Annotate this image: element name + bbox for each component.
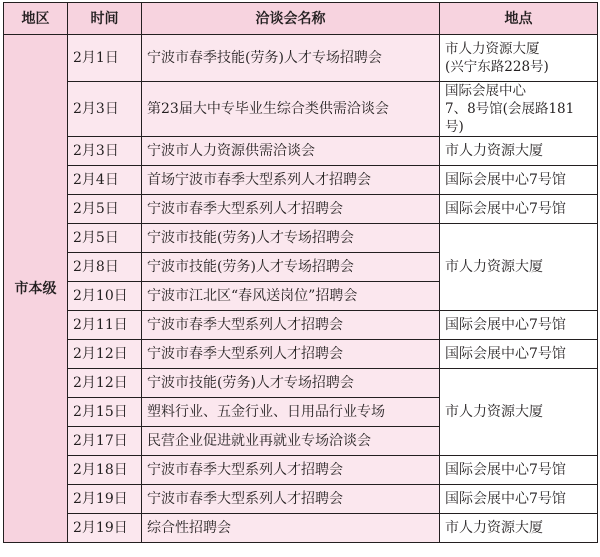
location-cell: 国际会展中心7号馆 [440,195,598,224]
table-row [4,82,598,137]
region-cell: 市本级 [4,35,68,543]
job-fair-schedule-table [3,2,598,543]
table-row [4,137,598,166]
location-cell-merged: 市人力资源大厦 [440,224,598,311]
location-cell [440,35,598,82]
location-cell: 国际会展中心7号馆 [440,340,598,369]
fair-name-cell: 综合性招聘会 [142,514,440,543]
table-row [4,35,598,82]
fair-name-cell: 宁波市江北区“春风送岗位”招聘会 [142,282,440,311]
date-cell: 2月5日 [68,195,142,224]
location-cell: 国际会展中心7号馆 [440,166,598,195]
table-row [4,456,598,485]
location-line: 市人力资源大厦 [445,41,540,57]
date-cell: 2月3日 [68,137,142,166]
date-cell: 2月12日 [68,369,142,398]
table-row [4,514,598,543]
date-cell: 2月15日 [68,398,142,427]
location-cell: 市人力资源大厦 [440,137,598,166]
table-row [4,485,598,514]
date-cell: 2月10日 [68,282,142,311]
fair-name-cell: 宁波市春季技能(劳务)人才专场招聘会 [142,35,440,82]
date-cell: 2月5日 [68,224,142,253]
date-cell: 2月4日 [68,166,142,195]
fair-name-cell: 宁波市技能(劳务)人才专场招聘会 [142,369,440,398]
fair-name-cell: 塑料行业、五金行业、日用品行业专场 [142,398,440,427]
location-cell: 国际会展中心7号馆 [440,311,598,340]
location-cell: 国际会展中心7号馆 [440,485,598,514]
location-line: 国际会展中心 [445,83,526,99]
fair-name-cell: 宁波市人力资源供需洽谈会 [142,137,440,166]
fair-name-cell: 宁波市技能(劳务)人才专场招聘会 [142,224,440,253]
table-row [4,311,598,340]
location-line: 7、8号馆(会展路181号) [445,101,575,135]
date-cell: 2月19日 [68,485,142,514]
location-line: (兴宁东路228号) [445,59,549,75]
fair-name-cell: 宁波市春季大型系列人才招聘会 [142,195,440,224]
date-cell: 2月19日 [68,514,142,543]
fair-name-cell: 首场宁波市春季大型系列人才招聘会 [142,166,440,195]
fair-name-cell: 宁波市春季大型系列人才招聘会 [142,485,440,514]
table-row [4,195,598,224]
location-cell-merged: 市人力资源大厦 [440,369,598,456]
header-time: 时间 [68,3,142,35]
fair-name-cell: 宁波市春季大型系列人才招聘会 [142,340,440,369]
location-cell: 市人力资源大厦 [440,514,598,543]
date-cell: 2月11日 [68,311,142,340]
table-row [4,369,598,398]
fair-name-cell: 民营企业促进就业再就业专场洽谈会 [142,427,440,456]
header-region: 地区 [4,3,68,35]
date-cell: 2月3日 [68,82,142,137]
fair-name-cell: 第23届大中专毕业生综合类供需洽谈会 [142,82,440,137]
location-cell: 国际会展中心7号馆 [440,456,598,485]
fair-name-cell: 宁波市技能(劳务)人才专场招聘会 [142,253,440,282]
table-row [4,224,598,253]
date-cell: 2月12日 [68,340,142,369]
table-row [4,340,598,369]
date-cell: 2月17日 [68,427,142,456]
date-cell: 2月8日 [68,253,142,282]
location-cell [440,82,598,137]
date-cell: 2月18日 [68,456,142,485]
header-row [4,3,598,35]
date-cell: 2月1日 [68,35,142,82]
header-name: 洽谈会名称 [142,3,440,35]
header-location: 地点 [440,3,598,35]
fair-name-cell: 宁波市春季大型系列人才招聘会 [142,456,440,485]
table-row [4,166,598,195]
fair-name-cell: 宁波市春季大型系列人才招聘会 [142,311,440,340]
